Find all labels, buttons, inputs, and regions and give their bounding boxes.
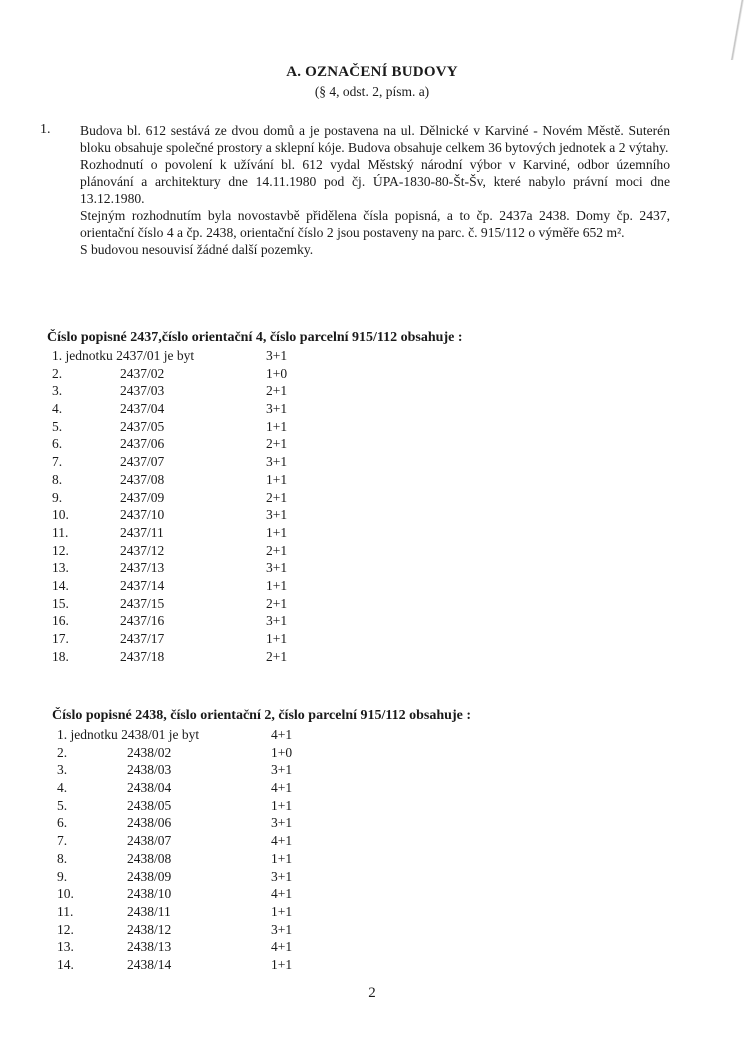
unit-type: 3+1 — [271, 921, 293, 937]
row-number: 3. — [52, 383, 63, 399]
unit-type: 1+1 — [271, 850, 293, 866]
unit-type: 1+0 — [266, 365, 288, 381]
unit-type: 3+1 — [266, 560, 288, 576]
row-number: 6. — [57, 815, 68, 831]
unit-code: 2437/17 — [120, 631, 165, 646]
unit-type: 2+1 — [266, 489, 288, 505]
unit-type: 1+1 — [266, 577, 288, 593]
unit-code: 2437/15 — [120, 595, 165, 611]
unit-code: 2437/07 — [120, 454, 165, 470]
unit-code: 2437/05 — [120, 418, 165, 434]
row-number: 2. — [52, 365, 63, 381]
unit-type: 1+1 — [266, 631, 288, 646]
section-title-2438: Číslo popisné 2438, číslo orientační 2, číslo parcelní 915/112 obsahuje : — [52, 708, 471, 723]
row-number: 6. — [52, 436, 63, 452]
unit-type: 1+1 — [266, 524, 288, 540]
row-number: 5. — [52, 418, 63, 434]
unit-type: 2+1 — [266, 436, 288, 452]
unit-type: 2+1 — [266, 383, 288, 399]
unit-code: 2437/09 — [120, 489, 165, 505]
unit-type: 2+1 — [266, 542, 288, 558]
unit-code: 2438/12 — [127, 921, 172, 937]
paragraph-sentence: Budova bl. 612 sestává ze dvou domů a je postavena na ul. Dělnické v Karviné - Novém Městě. Suterén bloku obsahuje společné prostory a sklepní kóje. Budova obsahuje celkem 36 bytových jednotek a 2 výtahy. — [80, 123, 670, 155]
row-number: 12. — [52, 542, 69, 558]
unit-type: 3+1 — [266, 401, 288, 417]
unit-code: 2437/14 — [120, 577, 165, 593]
unit-type: 3+1 — [266, 454, 288, 470]
unit-type: 1+1 — [266, 418, 288, 434]
page-edge-shadow — [730, 0, 744, 60]
paragraph-body — [80, 122, 670, 258]
unit-code: 2437/08 — [120, 471, 165, 487]
row-number: 2. — [57, 744, 68, 760]
unit-type: 4+1 — [271, 780, 293, 796]
unit-type: 1+1 — [271, 903, 293, 919]
row-number: 7. — [57, 833, 68, 849]
unit-type: 1+1 — [266, 471, 288, 487]
unit-type: 1+0 — [271, 744, 293, 760]
row-number: 10. — [57, 886, 74, 902]
unit-code: 2438/07 — [127, 833, 172, 849]
unit-code: 2438/08 — [127, 850, 172, 866]
unit-type: 4+1 — [271, 833, 293, 849]
unit-type: 3+1 — [271, 815, 293, 831]
paragraph-sentence: S budovou nesouvisí žádné další pozemky. — [80, 242, 314, 257]
document-subheading: (§ 4, odst. 2, písm. a) — [314, 84, 430, 99]
unit-code: 2437/12 — [120, 542, 165, 558]
row-number: 16. — [52, 613, 69, 629]
unit-code: 2438/10 — [127, 886, 172, 902]
row-number: 1. jednotku 2437/01 je byt — [52, 348, 195, 363]
unit-type: 1+1 — [271, 956, 293, 972]
row-number: 3. — [57, 762, 68, 778]
unit-code: 2437/02 — [120, 365, 165, 381]
paragraph-number: 1. — [40, 122, 51, 137]
row-number: 5. — [57, 797, 68, 813]
section-title-2437: Číslo popisné 2437,číslo orientační 4, číslo parcelní 915/112 obsahuje : — [47, 330, 463, 345]
document-heading: A. OZNAČENÍ BUDOVY — [286, 64, 458, 80]
row-number: 11. — [57, 903, 74, 919]
row-number: 1. jednotku 2438/01 je byt — [57, 727, 200, 742]
row-number: 10. — [52, 507, 69, 523]
unit-code: 2438/03 — [127, 762, 172, 778]
unit-type: 1+1 — [271, 797, 293, 813]
unit-code: 2438/05 — [127, 797, 172, 813]
unit-code: 2438/11 — [127, 903, 171, 919]
unit-code: 2438/09 — [127, 868, 172, 884]
row-number: 12. — [57, 921, 74, 937]
unit-code: 2438/06 — [127, 815, 172, 831]
row-number: 4. — [57, 780, 68, 796]
row-number: 13. — [52, 560, 69, 576]
unit-type: 4+1 — [271, 939, 293, 955]
unit-type: 4+1 — [271, 886, 293, 902]
row-number: 9. — [52, 489, 63, 505]
unit-type: 2+1 — [266, 595, 288, 611]
unit-type: 4+1 — [271, 727, 293, 742]
unit-code: 2438/04 — [127, 780, 172, 796]
row-number: 8. — [52, 471, 63, 487]
unit-type: 3+1 — [266, 507, 288, 523]
unit-code: 2438/02 — [127, 744, 172, 760]
unit-type: 3+1 — [266, 613, 288, 629]
unit-code: 2437/06 — [120, 436, 165, 452]
row-number: 13. — [57, 939, 74, 955]
unit-code: 2437/11 — [120, 524, 164, 540]
unit-type: 2+1 — [266, 648, 288, 664]
row-number: 4. — [52, 401, 63, 417]
row-number: 11. — [52, 524, 69, 540]
paragraph-sentence: Rozhodnutí o povolení k užívání bl. 612 vydal Městský národní výbor v Karviné, odbor územního plánování a architektury dne 14.11.1980 pod čj. ÚPA-1830-80-Št-Šv, které nabylo právní moci dne 13.12.1980. — [80, 157, 670, 206]
unit-code: 2437/18 — [120, 648, 165, 664]
unit-code: 2437/04 — [120, 401, 165, 417]
unit-code: 2438/14 — [127, 956, 172, 972]
page-number: 2 — [368, 985, 376, 1001]
row-number: 18. — [52, 648, 69, 664]
unit-type: 3+1 — [266, 348, 288, 363]
unit-code: 2437/16 — [120, 613, 165, 629]
row-number: 17. — [52, 631, 69, 646]
row-number: 14. — [52, 577, 69, 593]
unit-code: 2437/03 — [120, 383, 165, 399]
unit-type: 3+1 — [271, 762, 293, 778]
row-number: 9. — [57, 868, 68, 884]
row-number: 8. — [57, 850, 68, 866]
unit-code: 2438/13 — [127, 939, 172, 955]
paragraph-sentence: Stejným rozhodnutím byla novostavbě přidělena čísla popisná, a to čp. 2437a 2438. Domy čp. 2437, orientační číslo 4 a čp. 2438, orientační číslo 2 jsou postaveny na parc. č. 915/112 o výměře 652 m². — [80, 208, 670, 240]
unit-code: 2437/10 — [120, 507, 165, 523]
unit-code: 2437/13 — [120, 560, 165, 576]
unit-type: 3+1 — [271, 868, 293, 884]
row-number: 15. — [52, 595, 69, 611]
row-number: 7. — [52, 454, 63, 470]
row-number: 14. — [57, 956, 74, 972]
